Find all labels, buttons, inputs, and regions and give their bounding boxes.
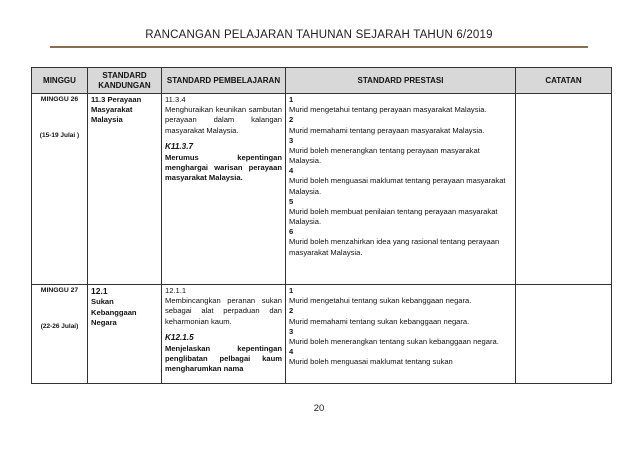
catatan-cell — [516, 285, 612, 384]
kandungan-cell — [88, 94, 162, 285]
col-header-catatan: CATATAN — [516, 68, 612, 94]
page-number: 20 — [313, 403, 325, 414]
col-header-kandungan: STANDARD KANDUNGAN — [88, 68, 162, 94]
prestasi-level: 2 — [289, 115, 294, 125]
prestasi-level: 5 — [289, 196, 294, 206]
prestasi-desc: Murid memahami tentang sukan kebanggaan negara. — [289, 316, 470, 326]
prestasi-desc: Murid boleh menzahirkan idea yang rasional tentang perayaan masyarakat Malaysia. — [289, 237, 500, 257]
k-text: Merumus kepentingan menghargai warisan perayaan masyarakat Malaysia. — [165, 152, 282, 183]
prestasi-level: 4 — [289, 347, 294, 357]
col-header-minggu: MINGGU — [32, 68, 88, 94]
week-cell — [32, 285, 88, 384]
prestasi-cell — [286, 285, 516, 384]
k-text: Menjelaskan kepentingan penglibatan pelbagai kaum mengharumkan nama — [165, 343, 282, 374]
col-header-prestasi: STANDARD PRESTASI — [286, 68, 516, 94]
prestasi-desc: Murid boleh membuat penilaian tentang perayaan masyarakat Malaysia. — [289, 206, 498, 227]
pembelajaran-code: 11.3.4 — [165, 95, 186, 104]
catatan-cell — [516, 94, 612, 285]
table-row — [32, 285, 612, 384]
prestasi-level: 2 — [289, 306, 294, 316]
prestasi-desc: Murid mengetahui tentang sukan kebanggaan negara. — [289, 296, 472, 306]
table-header-row — [32, 68, 612, 94]
prestasi-level: 1 — [289, 95, 294, 104]
week-label: MINGGU 26 — [40, 96, 79, 103]
prestasi-desc: Murid memahami tentang perayaan masyarakat Malaysia. — [289, 125, 485, 135]
prestasi-level: 4 — [289, 166, 294, 176]
pembelajaran-text: Membincangkan peranan sukan sebagai alat perpaduan dan keharmonian kaum. — [165, 296, 282, 326]
kandungan-text: Sukan Kebanggaan Negara — [91, 297, 137, 327]
prestasi-desc: Murid boleh menerangkan tentang perayaan masyarakat Malaysia. — [289, 145, 480, 166]
prestasi-desc: Murid boleh menguasai maklumat tentang perayaan masyarakat Malaysia. — [289, 176, 506, 196]
prestasi-cell — [286, 94, 516, 285]
kandungan-cell — [88, 285, 162, 384]
kandungan-code: 12.1 — [91, 286, 108, 296]
prestasi-level: 6 — [289, 227, 294, 237]
header-divider — [50, 46, 588, 48]
week-label: MINGGU 27 — [40, 287, 79, 294]
prestasi-level: 3 — [289, 326, 294, 336]
pembelajaran-code: 12.1.1 — [165, 286, 187, 295]
col-header-pembelajaran: STANDARD PEMBELAJARAN — [162, 68, 286, 94]
prestasi-desc: Murid mengetahui tentang perayaan masyarakat Malaysia. — [289, 105, 487, 115]
prestasi-level: 3 — [289, 135, 294, 145]
k-code: K11.3.7 — [165, 141, 194, 151]
week-date: (15-19 Julai ) — [39, 132, 80, 140]
pembelajaran-text: Menghuraikan keunikan sambutan perayaan dalam kalangan masyarakat Malaysia. — [165, 105, 282, 135]
k-code: K12.1.5 — [165, 332, 194, 342]
prestasi-level: 1 — [289, 286, 294, 295]
kandungan-text: 11.3 Perayaan Masyarakat Malaysia — [91, 95, 142, 125]
week-cell — [32, 94, 88, 285]
rpt-table — [31, 67, 612, 384]
pembelajaran-cell — [162, 94, 286, 285]
prestasi-desc: Murid boleh menerangkan tentang sukan kebanggaan negara. — [289, 336, 499, 346]
pembelajaran-cell — [162, 285, 286, 384]
table-row — [32, 94, 612, 285]
prestasi-desc: Murid boleh menguasai maklumat tentang sukan — [289, 357, 453, 367]
week-date: (22-26 Julai) — [40, 323, 79, 331]
page-header-title: RANCANGAN PELAJARAN TAHUNAN SEJARAH TAHUN 6/2019 — [145, 29, 493, 41]
